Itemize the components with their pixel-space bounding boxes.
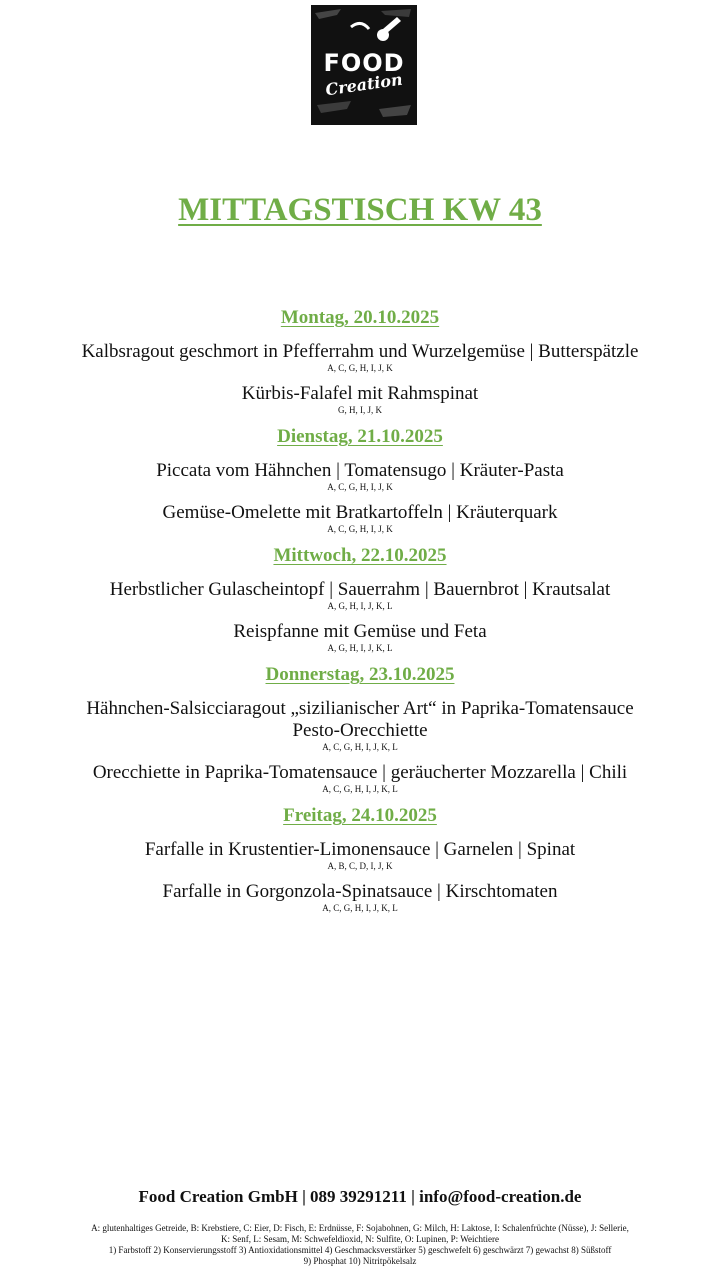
dish-allergens: A, G, H, I, J, K, L: [327, 643, 393, 653]
menu-dish: [0, 621, 720, 654]
dish-name: Herbstlicher Gulascheintopf | Sauerrahm | Bauernbrot | Krautsalat: [109, 579, 611, 600]
logo-word-food: FOOD: [323, 49, 405, 77]
menu-dish: [0, 579, 720, 612]
day-heading-monday: Montag, 20.10.2025: [280, 307, 440, 328]
logo-word-creation: Creation: [324, 69, 404, 100]
day-heading-tuesday: Dienstag, 21.10.2025: [277, 426, 443, 447]
menu-dish: [0, 698, 720, 753]
dish-name: Orecchiette in Paprika-Tomatensauce | geräucherter Mozzarella | Chili: [92, 762, 628, 783]
menu-dish: [0, 881, 720, 914]
food-creation-logo: [311, 5, 417, 125]
day-heading-friday: Freitag, 24.10.2025: [283, 805, 437, 826]
dish-allergens: A, G, H, I, J, K, L: [327, 601, 393, 611]
menu-dish: [0, 839, 720, 872]
dish-name: Farfalle in Krustentier-Limonensauce | Garnelen | Spinat: [144, 839, 576, 860]
menu-dish: [0, 383, 720, 416]
allergen-legend: [10, 1223, 710, 1267]
menu-dish: [0, 341, 720, 374]
dish-allergens: G, H, I, J, K: [338, 405, 382, 415]
menu-dish: [0, 460, 720, 493]
dish-allergens: A, B, C, D, I, J, K: [327, 861, 393, 871]
day-heading-thursday: Donnerstag, 23.10.2025: [265, 664, 455, 685]
dish-name: Kürbis-Falafel mit Rahmspinat: [241, 383, 479, 404]
page-title: MITTAGSTISCH KW 43: [178, 192, 542, 228]
dish-name: Kalbsragout geschmort in Pfefferrahm und Wurzelgemüse | Butterspätzle: [81, 341, 639, 362]
footer-company-contact: Food Creation GmbH | 089 39291211 | info@food-creation.de: [138, 1187, 582, 1206]
weekly-menu: [0, 306, 720, 923]
dish-allergens: A, C, G, H, I, J, K: [327, 363, 393, 373]
dish-name: Gemüse-Omelette mit Bratkartoffeln | Kräuterquark: [162, 502, 558, 523]
dish-name: Piccata vom Hähnchen | Tomatensugo | Kräuter-Pasta: [156, 460, 564, 481]
dish-name: Hähnchen-Salsicciaragout „sizilianischer Art“ in Paprika-Tomatensauce: [86, 698, 634, 719]
legend-line: 1) Farbstoff 2) Konservierungsstoff 3) Antioxidationsmittel 4) Geschmacksverstärker 5) geschwefelt 6) geschwärzt 7) gewachst 8) Süßstoff: [108, 1245, 612, 1255]
dish-name-second-line: Pesto-Orecchiette: [292, 720, 428, 741]
dish-name: Farfalle in Gorgonzola-Spinatsauce | Kirschtomaten: [162, 881, 558, 902]
legend-line: K: Senf, L: Sesam, M: Schwefeldioxid, N: Sulfite, O: Lupinen, P: Weichtiere: [220, 1234, 500, 1244]
menu-dish: [0, 502, 720, 535]
legend-line: A: glutenhaltiges Getreide, B: Krebstiere, C: Eier, D: Fisch, E: Erdnüsse, F: Sojabohnen, G: Milch, H: Laktose, I: Schalenfrüchte (Nüsse), J: Sellerie,: [91, 1223, 629, 1233]
legend-line: 9) Phosphat 10) Nitritpökelsalz: [303, 1256, 417, 1266]
dish-allergens: A, C, G, H, I, J, K, L: [322, 903, 398, 913]
day-heading-wednesday: Mittwoch, 22.10.2025: [273, 545, 447, 566]
dish-allergens: A, C, G, H, I, J, K: [327, 524, 393, 534]
menu-dish: [0, 762, 720, 795]
dish-name: Reispfanne mit Gemüse und Feta: [233, 621, 487, 642]
dish-allergens: A, C, G, H, I, J, K: [327, 482, 393, 492]
dish-allergens: A, C, G, H, I, J, K, L: [322, 742, 398, 752]
dish-allergens: A, C, G, H, I, J, K, L: [322, 784, 398, 794]
